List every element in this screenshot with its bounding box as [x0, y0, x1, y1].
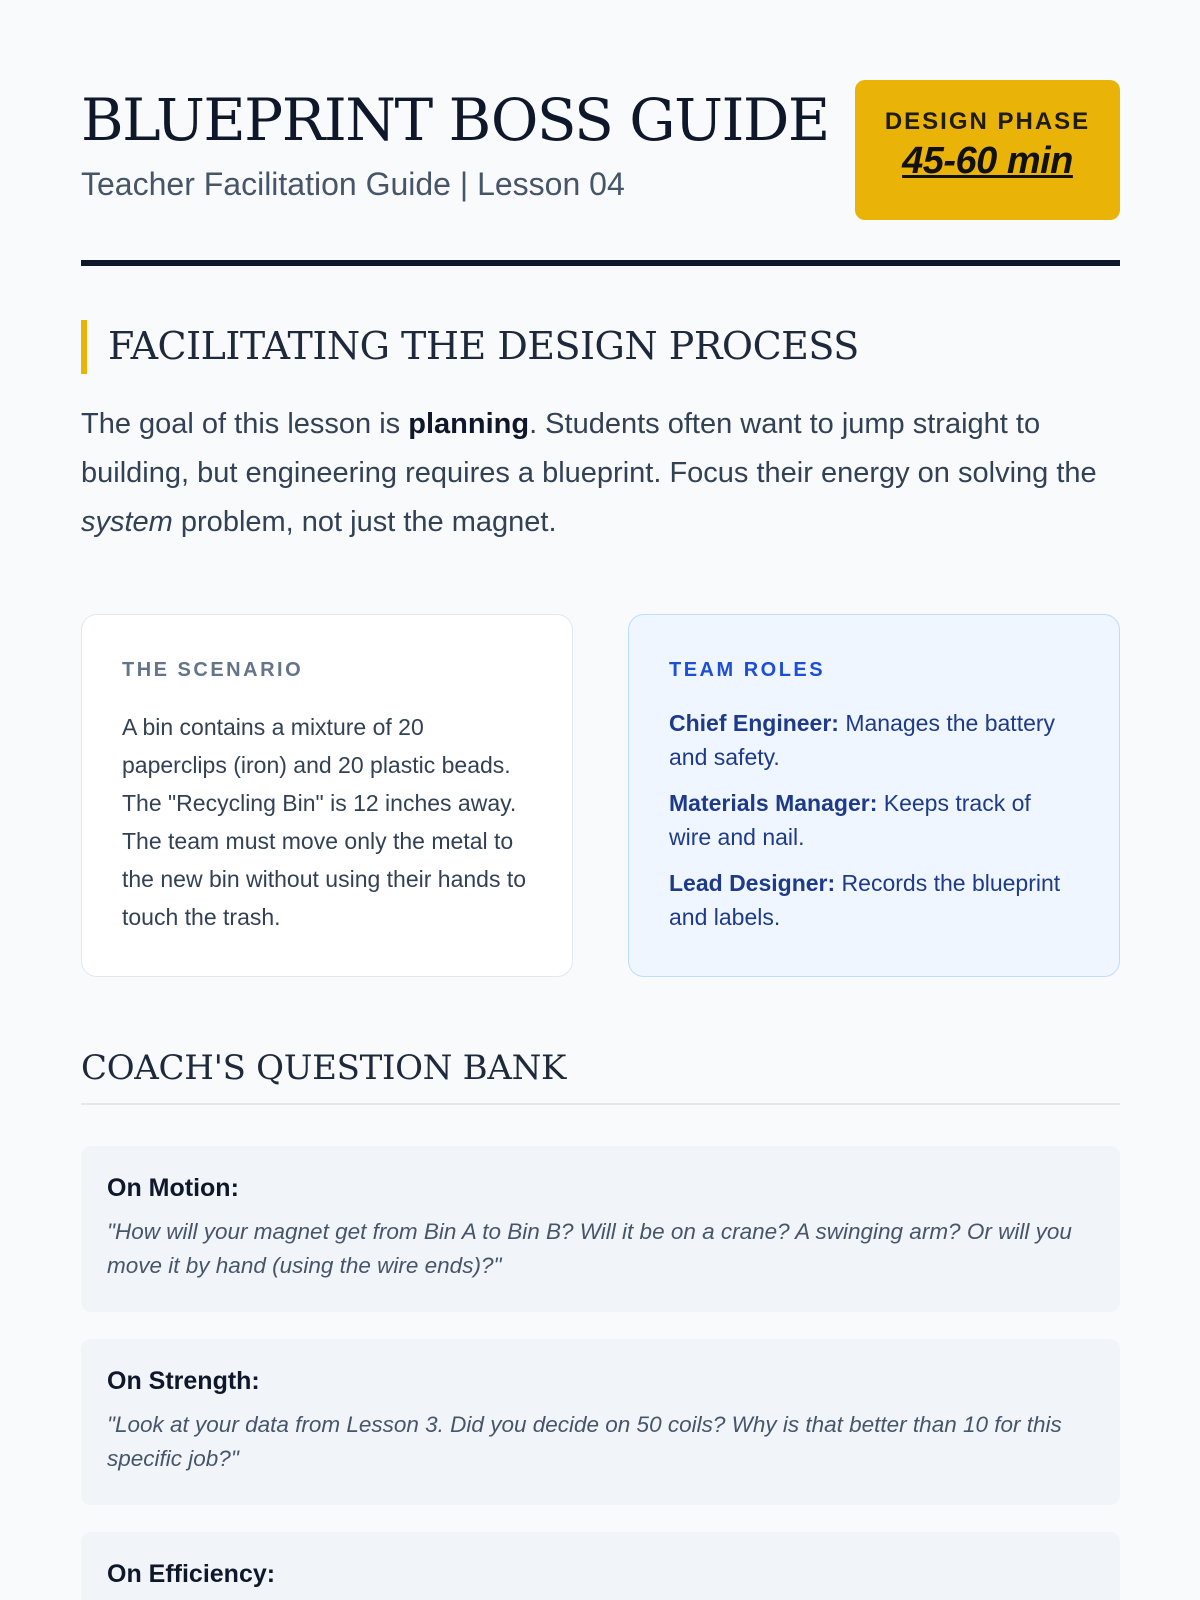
- role-desc: Records the blueprint and labels.: [669, 870, 1061, 930]
- intro-italic: system: [81, 506, 173, 538]
- section-heading: [81, 320, 1120, 374]
- question-bank-title: COACH'S QUESTION BANK: [81, 1048, 567, 1088]
- badge-label: DESIGN PHASE: [884, 108, 1091, 135]
- team-roles-label: TEAM ROLES: [669, 659, 826, 681]
- question-text: "Look at your data from Lesson 3. Did you decide on 50 coils? Why is that better than 10 for this specific job?": [107, 1412, 1062, 1471]
- intro-paragraph: [81, 400, 1120, 547]
- header-divider: [81, 260, 1120, 266]
- intro-text-2: . Students often want to jump straight to building, but engineering requires a blueprint. Focus their energy on solving the: [81, 408, 1097, 489]
- team-roles-card: [628, 614, 1120, 977]
- role-list: [669, 706, 1079, 934]
- intro-bold: planning: [408, 408, 530, 440]
- badge-duration: 45-60 min: [902, 140, 1073, 182]
- question-title: On Strength:: [107, 1367, 260, 1395]
- role-item: [669, 706, 1079, 774]
- role-name: Materials Manager:: [669, 790, 878, 816]
- page-title: BLUEPRINT BOSS GUIDE: [81, 86, 829, 154]
- question-bank-divider: [81, 1103, 1120, 1105]
- role-desc: Manages the battery and safety.: [669, 710, 1056, 770]
- scenario-text: A bin contains a mixture of 20 paperclips (iron) and 20 plastic beads. The "Recycling Bin" is 12 inches away. The team must move only the metal to the new bin without using their hands to touch the trash.: [122, 714, 527, 930]
- section-accent-bar: [81, 320, 87, 374]
- role-name: Chief Engineer:: [669, 710, 839, 736]
- header: [81, 80, 1120, 220]
- role-name: Lead Designer:: [669, 870, 836, 896]
- question-title: On Motion:: [107, 1174, 239, 1202]
- intro-text-3: problem, not just the magnet.: [172, 506, 557, 538]
- question-card: [81, 1532, 1120, 1600]
- design-phase-badge: [855, 80, 1120, 220]
- role-item: [669, 786, 1079, 854]
- page-subtitle: Teacher Facilitation Guide | Lesson 04: [81, 166, 625, 202]
- role-desc: Keeps track of wire and nail.: [669, 790, 1031, 850]
- question-card: [81, 1146, 1120, 1312]
- role-item: [669, 866, 1079, 934]
- question-title: On Efficiency:: [107, 1560, 276, 1588]
- scenario-label: THE SCENARIO: [122, 659, 304, 681]
- question-card: [81, 1339, 1120, 1505]
- section-title: FACILITATING THE DESIGN PROCESS: [108, 324, 859, 368]
- question-text: "How will your magnet get from Bin A to Bin B? Will it be on a crane? A swinging arm? Or will you move it by hand (using the wire ends)?": [107, 1219, 1072, 1278]
- scenario-card: [81, 614, 573, 977]
- intro-text-1: The goal of this lesson is: [81, 408, 409, 440]
